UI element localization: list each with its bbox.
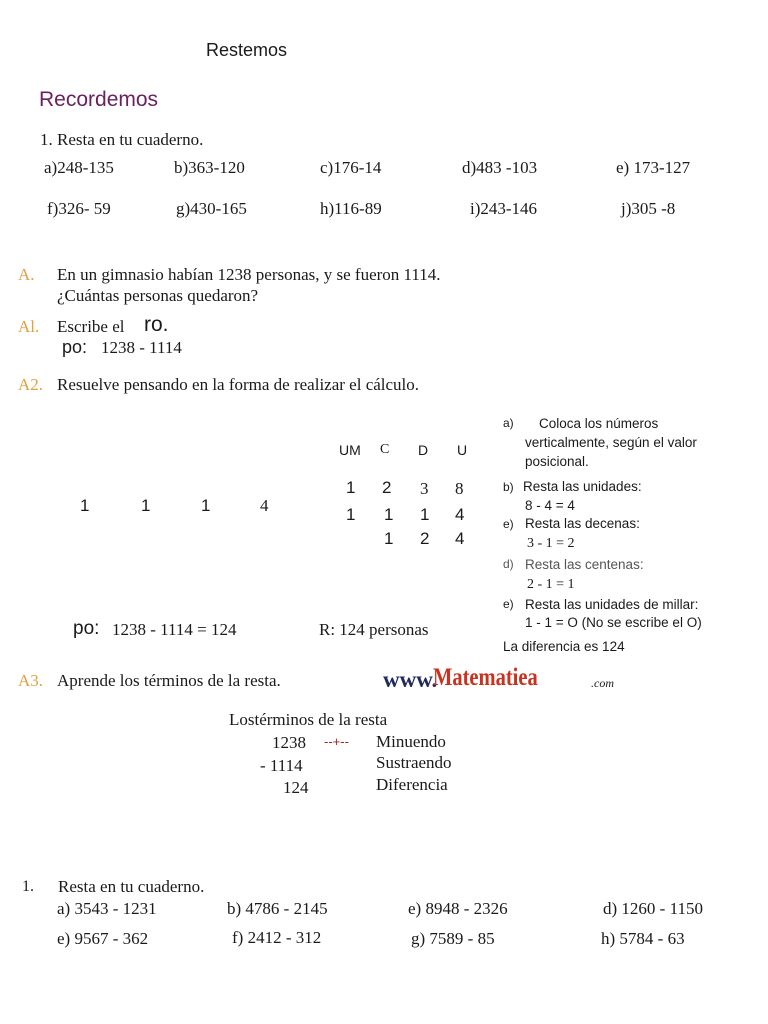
- a3-instruction: Aprende los términos de la resta.: [57, 671, 281, 690]
- exercise-item: e) 9567 - 362: [57, 929, 149, 948]
- digit: 4: [260, 496, 269, 515]
- term-minuend: Minuendo: [376, 732, 446, 751]
- terms-title: Lostérminos de la resta: [229, 710, 388, 729]
- digit: 1: [384, 505, 394, 524]
- problem-question: ¿Cuántas personas quedaron?: [57, 286, 259, 305]
- answer: R: 124 personas: [319, 620, 429, 639]
- page-title: Restemos: [206, 40, 288, 60]
- digit: 4: [455, 529, 465, 548]
- brand-domain: .com: [591, 676, 614, 690]
- place-header-um: UM: [339, 442, 361, 458]
- exercise-item: d) 1260 - 1150: [603, 899, 703, 918]
- digit: 4: [455, 505, 465, 524]
- digit: 1: [346, 505, 356, 524]
- section-a3-label: A3.: [18, 671, 44, 690]
- term-difference: Diferencia: [376, 775, 448, 794]
- exercise-item: b)363-120: [174, 158, 245, 177]
- step-text: Resta las unidades de millar:: [525, 597, 699, 612]
- digit: 8: [455, 479, 464, 498]
- exercise-1-instruction: 1. Resta en tu cuaderno.: [40, 130, 204, 149]
- term-subtrahend: Sustraendo: [376, 753, 452, 772]
- section-a-label: A.: [18, 265, 35, 284]
- digit: 2: [382, 478, 392, 497]
- digit: 1: [201, 496, 211, 515]
- step-label: e): [503, 517, 514, 531]
- exercise-item: h)116-89: [320, 199, 382, 218]
- a1-label-po: po:: [62, 337, 88, 357]
- step-label: b): [503, 480, 514, 494]
- place-header-u: U: [457, 442, 468, 458]
- exercise-item: a)248-135: [44, 158, 114, 177]
- step-label: e): [503, 597, 514, 611]
- difference-value: 124: [283, 778, 309, 797]
- exercise-item: f)326- 59: [47, 199, 111, 218]
- digit: 1: [384, 529, 394, 548]
- digit: 3: [420, 479, 429, 498]
- step-label: a): [503, 416, 514, 430]
- step-calc: 3 - 1 = 2: [527, 536, 575, 551]
- exercise-item: j)305 -8: [621, 199, 676, 218]
- exercise-item: a) 3543 - 1231: [57, 899, 157, 918]
- digit: 2: [420, 529, 430, 548]
- exercise-item: b) 4786 - 2145: [227, 899, 328, 918]
- place-header-d: D: [418, 442, 429, 458]
- digit: 1: [80, 496, 90, 515]
- step-text: Resta las unidades:: [523, 479, 642, 494]
- step-calc: 2 - 1 = 1: [527, 577, 575, 592]
- digit: 1: [346, 478, 356, 497]
- exercise-item: e) 8948 - 2326: [408, 899, 508, 918]
- brand-name: Matematiea: [433, 664, 538, 691]
- exercise-2-number: 1.: [22, 878, 34, 895]
- a1-operation: 1238 - 1114: [101, 338, 182, 357]
- step-calc: 1 - 1 = O (No se escribe el O): [525, 615, 702, 630]
- exercise-2-instruction: Resta en tu cuaderno.: [58, 877, 205, 896]
- exercise-item: e) 173-127: [616, 158, 691, 177]
- exercise-item: d)483 -103: [462, 158, 538, 177]
- step-text: posicional.: [525, 454, 589, 469]
- result-operation: 1238 - 1114 = 124: [112, 620, 237, 639]
- exercise-item: g) 7589 - 85: [411, 929, 495, 948]
- subtrahend-value: - 1114: [260, 756, 303, 775]
- section-a1-label: Al.: [18, 317, 40, 336]
- step-text: Coloca los números: [539, 416, 659, 431]
- brand-www: www.: [383, 667, 438, 692]
- section-heading: Recordemos: [39, 88, 159, 111]
- step-text: Resta las decenas:: [525, 516, 640, 531]
- exercise-item: c)176-14: [320, 158, 382, 177]
- step-label: d): [503, 557, 514, 571]
- a1-text: Escribe el: [57, 317, 125, 336]
- exercise-item: i)243-146: [470, 199, 538, 218]
- step-calc: 8 - 4 = 4: [525, 498, 575, 513]
- a1-text-fragment: ro.: [144, 313, 169, 336]
- digit: 1: [141, 496, 151, 515]
- exercise-item: h) 5784 - 63: [601, 929, 685, 948]
- exercise-item: g)430-165: [176, 199, 247, 218]
- minuend-value: 1238: [272, 733, 306, 752]
- step-text: Resta las centenas:: [525, 557, 644, 572]
- exercise-item: f) 2412 - 312: [232, 928, 322, 947]
- problem-text: En un gimnasio habían 1238 personas, y se fueron 1114.: [57, 265, 441, 284]
- section-a2-label: A2.: [18, 375, 44, 394]
- arrow-connector: --+--: [324, 734, 349, 749]
- digit: 1: [420, 505, 430, 524]
- place-header-c: C: [380, 442, 390, 457]
- a2-instruction: Resuelve pensando en la forma de realizar el cálculo.: [57, 375, 420, 394]
- result-label-po: po:: [73, 618, 100, 639]
- difference-note: La diferencia es 124: [503, 639, 625, 654]
- step-text: verticalmente, según el valor: [525, 435, 697, 450]
